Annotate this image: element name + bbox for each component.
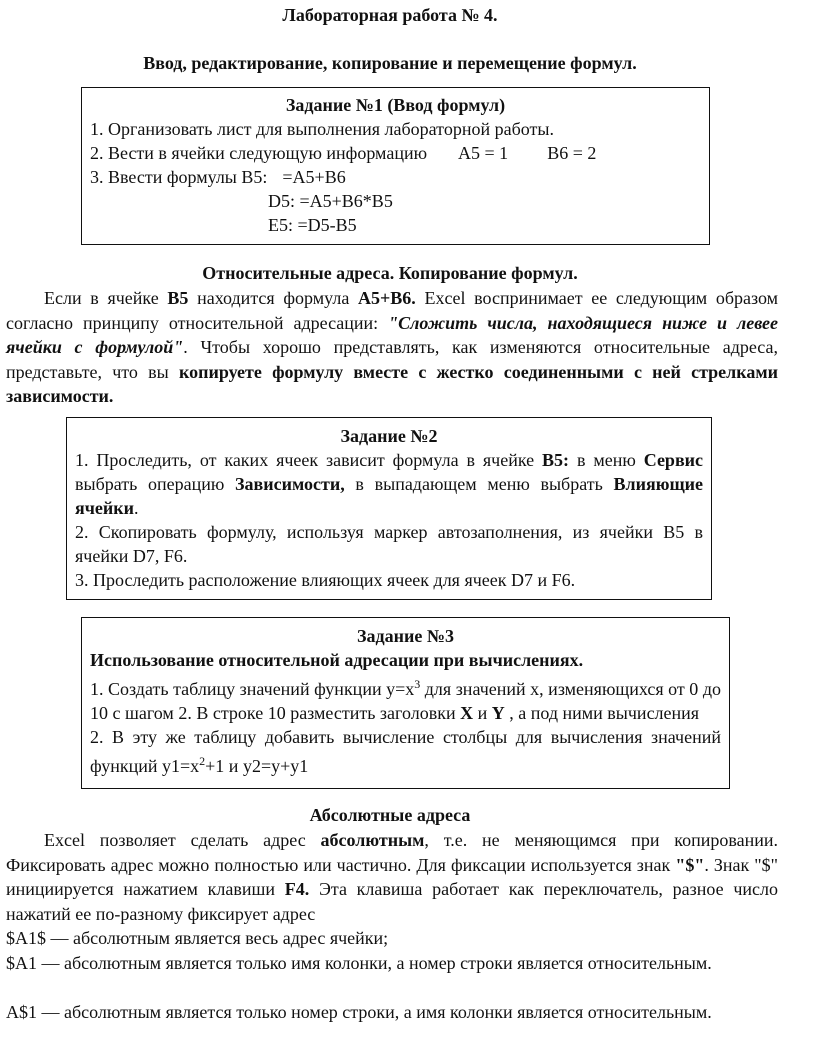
task1-box	[81, 87, 710, 245]
task3-step2	[82, 725, 729, 778]
task3-s2a: 2. В эту же таблицу добавить вычисление столбцы для вычисления значений функций y1=x	[90, 727, 721, 776]
abs-line-c: A$1 — абсолютным является только номер строки, а имя колонки является относительным.	[6, 1002, 712, 1022]
abs-line-a: $A1$ — абсолютным является весь адрес ячейки;	[6, 928, 389, 948]
task3-s1c: , а под ними вычисления	[509, 703, 700, 723]
task2-s1b: B5:	[542, 450, 570, 470]
rel-formula: A5+B6.	[358, 288, 416, 308]
section-absolute-heading: Абсолютные адреса	[309, 805, 471, 825]
task2-s1d: Сервис	[643, 450, 704, 470]
section-relative-paragraph	[6, 286, 778, 409]
abs-text-4: Эта клавиша работает как переключатель, разное число нажатий ее по-разному фиксирует адрес	[6, 879, 778, 924]
abs-text-2: , т.е. не меняющимся при копировании. Фиксировать адрес можно полностью или частично. Для фиксации используется знак	[6, 830, 779, 875]
rel-text-4: . Чтобы хорошо представлять, как изменяются относительные адреса, представьте, что вы	[6, 337, 778, 382]
abs-dollar-sign: "$"	[675, 854, 705, 875]
section-relative-heading: Относительные адреса. Копирование формул.	[202, 263, 578, 283]
rel-text-1: Если в ячейке	[44, 288, 159, 308]
task2-step3: 3. Проследить расположение влияющих ячеек для ячеек D7 и F6.	[75, 570, 576, 590]
task1-line5: E5: =D5-B5	[268, 215, 357, 235]
task3-s1-sup: 3	[414, 677, 421, 691]
page-subtitle: Ввод, редактирование, копирование и перемещение формул.	[143, 53, 637, 73]
task1-line4: D5: =A5+B6*B5	[268, 191, 393, 211]
task3-s1a: 1. Создать таблицу значений функции y=x	[90, 679, 415, 699]
task3-heading: Задание №3	[357, 626, 454, 646]
task1-line2-text: 2. Вести в ячейки следующую информацию	[90, 143, 428, 163]
task2-s1f: Зависимости,	[235, 474, 345, 494]
task1-line1: 1. Организовать лист для выполнения лабораторной работы.	[90, 119, 554, 139]
task1-heading: Задание №1 (Ввод формул)	[285, 95, 506, 115]
task2-step1	[67, 448, 711, 520]
task2-s1h: Влияющие ячейки	[75, 474, 704, 518]
task2-s1i: .	[134, 498, 139, 518]
abs-text-3: . Знак "$" инициируется нажатием клавиши	[6, 854, 778, 899]
task2-s1a: 1. Проследить, от каких ячеек зависит формула в ячейке	[75, 450, 535, 470]
task1-line3-formula: =A5+B6	[282, 167, 346, 187]
task3-s1-and: и	[477, 703, 488, 723]
task1-line3-label: 3. Ввести формулы B5:	[90, 167, 268, 187]
task3-box	[81, 617, 730, 789]
task1-line2-a5: A5 = 1	[458, 143, 509, 163]
page-title: Лабораторная работа № 4.	[282, 5, 498, 25]
rel-quote: "Сложить числа, находящиеся ниже и левее ячейки с формулой"	[6, 312, 778, 357]
task2-step2: 2. Скопировать формулу, используя маркер автозаполнения, из ячейки B5 в ячейки D7, F6.	[75, 522, 703, 566]
abs-key-f4: F4.	[284, 879, 310, 899]
task1-line2	[82, 141, 709, 165]
task1-line3	[82, 165, 709, 189]
task2-s1c: в меню	[576, 450, 636, 470]
task3-s2b: +1 и y2=y+y1	[205, 756, 309, 776]
abs-text-1: Excel позволяет сделать адрес	[44, 830, 306, 850]
task2-s1g: в выпадающем меню выбрать	[355, 474, 603, 494]
rel-text-2: находится формула	[197, 288, 350, 308]
task1-line2-b6: B6 = 2	[547, 143, 597, 163]
task3-step1	[82, 672, 729, 725]
task3-s1-x: X	[460, 703, 474, 723]
task3-subheading: Использование относительной адресации при вычислениях.	[90, 650, 584, 670]
task3-s2-sup: 2	[199, 754, 206, 768]
section-absolute-paragraph	[6, 828, 778, 926]
task2-s1e: выбрать операцию	[75, 474, 225, 494]
task3-s1-y: Y	[491, 703, 505, 723]
rel-text-3: Excel воспринимает ее следующим образом согласно принципу относительной адресации:	[6, 288, 779, 333]
abs-line-b: $A1 — абсолютным является только имя колонки, а номер строки является относительным.	[6, 953, 712, 973]
task3-s1b: для значений x, изменяющихся от 0 до 10 с шагом 2. В строке 10 разместить заголовки	[90, 679, 721, 723]
rel-bold-end: копируете формулу вместе с жестко соединенными с ней стрелками зависимости.	[6, 361, 779, 406]
task2-box	[66, 417, 712, 600]
rel-b5: B5	[167, 288, 189, 308]
abs-bold-absolute: абсолютным	[320, 830, 425, 850]
task2-heading: Задание №2	[340, 426, 438, 446]
